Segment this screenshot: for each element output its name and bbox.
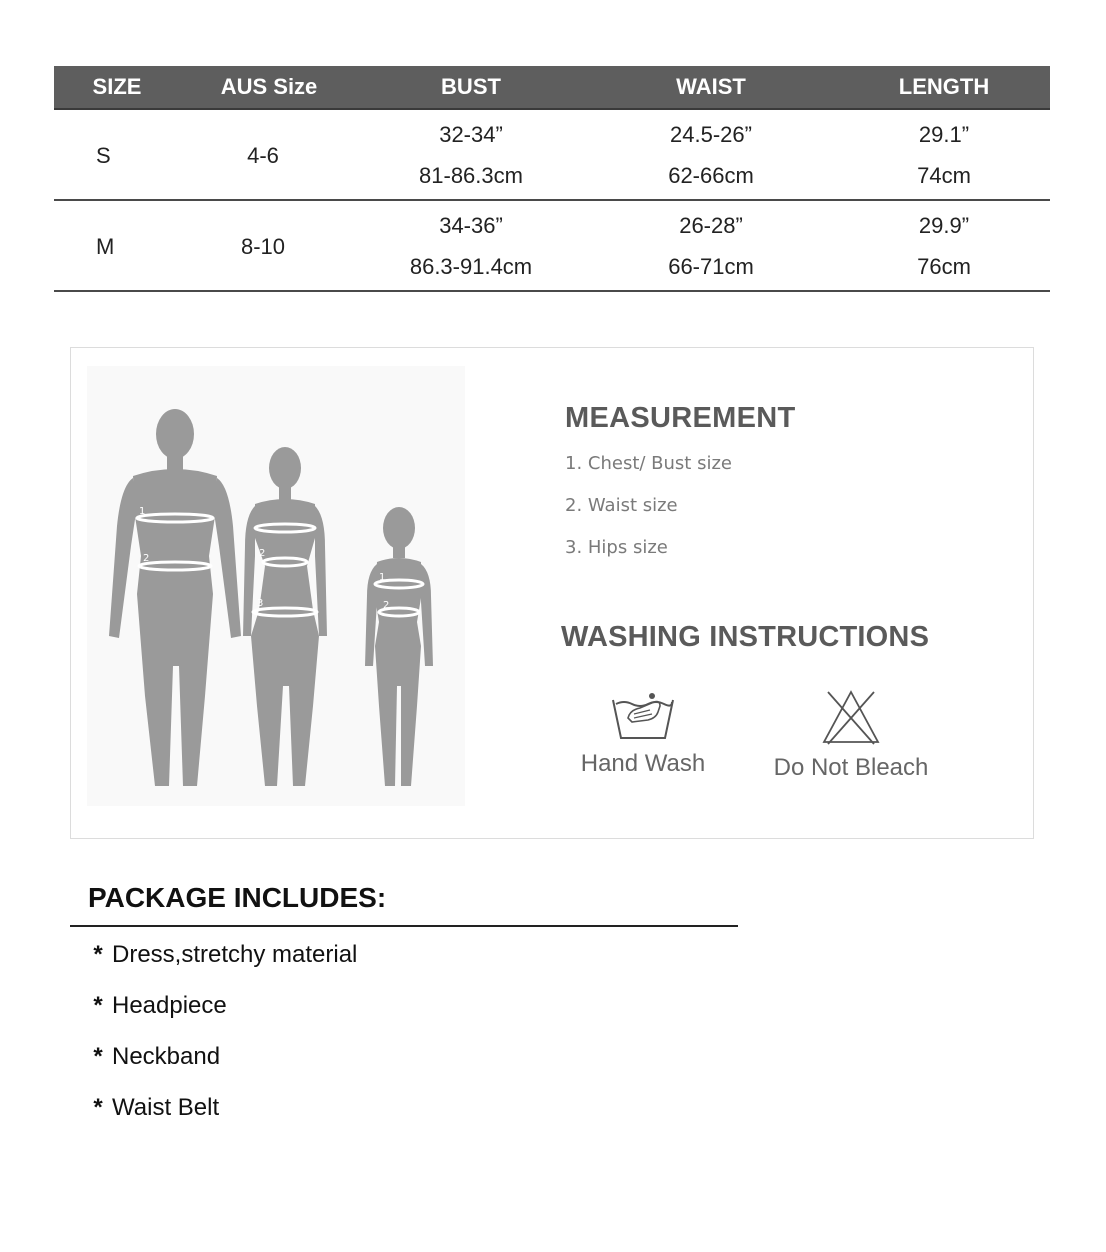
bust-cm: 81-86.3cm — [419, 163, 523, 189]
cell-bust — [358, 201, 584, 290]
waist-cm: 62-66cm — [668, 163, 754, 189]
header-bust: BUST — [441, 74, 501, 99]
header-aus-size: AUS Size — [220, 74, 318, 99]
list-item: 2. Waist size — [565, 495, 678, 516]
cell-length — [838, 110, 1050, 199]
cell-waist — [584, 110, 838, 199]
length-cm: 74cm — [917, 163, 971, 189]
bullet-star: * — [93, 992, 103, 1019]
svg-text:1: 1 — [139, 506, 146, 517]
cell-size: M — [96, 233, 115, 259]
package-includes-title: PACKAGE INCLUDES: — [88, 882, 387, 913]
list-item: 1. Chest/ Bust size — [565, 453, 732, 474]
header-size: SIZE — [92, 74, 142, 99]
list-item — [86, 938, 357, 989]
bust-cm: 86.3-91.4cm — [409, 254, 533, 280]
hand-wash-label: Hand Wash — [580, 750, 706, 777]
care-symbol-do-not-bleach — [765, 688, 937, 782]
package-item-label: Headpiece — [112, 992, 227, 1019]
cell-aus-size: 4-6 — [247, 142, 279, 168]
length-inches: 29.9” — [918, 212, 970, 238]
washing-instructions-title: WASHING INSTRUCTIONS — [561, 621, 930, 653]
waist-cm: 66-71cm — [668, 254, 754, 280]
package-item-label: Waist Belt — [112, 1094, 220, 1121]
do-not-bleach-label: Do Not Bleach — [773, 754, 929, 781]
svg-text:3: 3 — [257, 598, 264, 609]
svg-text:2: 2 — [143, 553, 150, 564]
care-symbol-hand-wash — [573, 688, 713, 778]
cell-aus-size: 8-10 — [240, 233, 286, 259]
header-waist: WAIST — [676, 74, 746, 99]
table-row — [54, 110, 1050, 201]
do-not-bleach-icon — [820, 688, 882, 746]
bust-inches: 32-34” — [439, 121, 503, 147]
package-list — [86, 938, 357, 1142]
measurement-title: MEASUREMENT — [565, 402, 796, 434]
bullet-star: * — [93, 1043, 103, 1070]
table-row — [54, 201, 1050, 292]
waist-inches: 26-28” — [679, 212, 743, 238]
list-item — [86, 1040, 357, 1091]
measurement-panel — [70, 347, 1034, 839]
svg-text:2: 2 — [383, 600, 390, 611]
cell-waist — [584, 201, 838, 290]
list-item — [86, 989, 357, 1040]
length-inches: 29.1” — [918, 121, 970, 147]
length-cm: 76cm — [917, 254, 971, 280]
package-divider — [70, 925, 738, 927]
package-item-label: Neckband — [112, 1043, 221, 1070]
list-item — [86, 1091, 357, 1142]
size-table — [54, 66, 1050, 292]
bullet-star: * — [93, 941, 103, 968]
svg-text:1: 1 — [379, 572, 386, 583]
cell-bust — [358, 110, 584, 199]
header-length: LENGTH — [898, 74, 990, 99]
waist-inches: 24.5-26” — [670, 121, 752, 147]
measurement-list — [565, 452, 732, 578]
svg-text:2: 2 — [259, 548, 266, 559]
cell-size: S — [96, 142, 111, 168]
bullet-star: * — [93, 1094, 103, 1121]
body-silhouettes-icon — [87, 366, 465, 806]
size-table-header — [54, 66, 1050, 110]
body-figures-illustration — [87, 366, 465, 806]
bust-inches: 34-36” — [439, 212, 503, 238]
cell-length — [838, 201, 1050, 290]
package-item-label: Dress,stretchy material — [112, 941, 358, 968]
list-item: 3. Hips size — [565, 537, 668, 558]
hand-wash-icon — [610, 688, 676, 742]
